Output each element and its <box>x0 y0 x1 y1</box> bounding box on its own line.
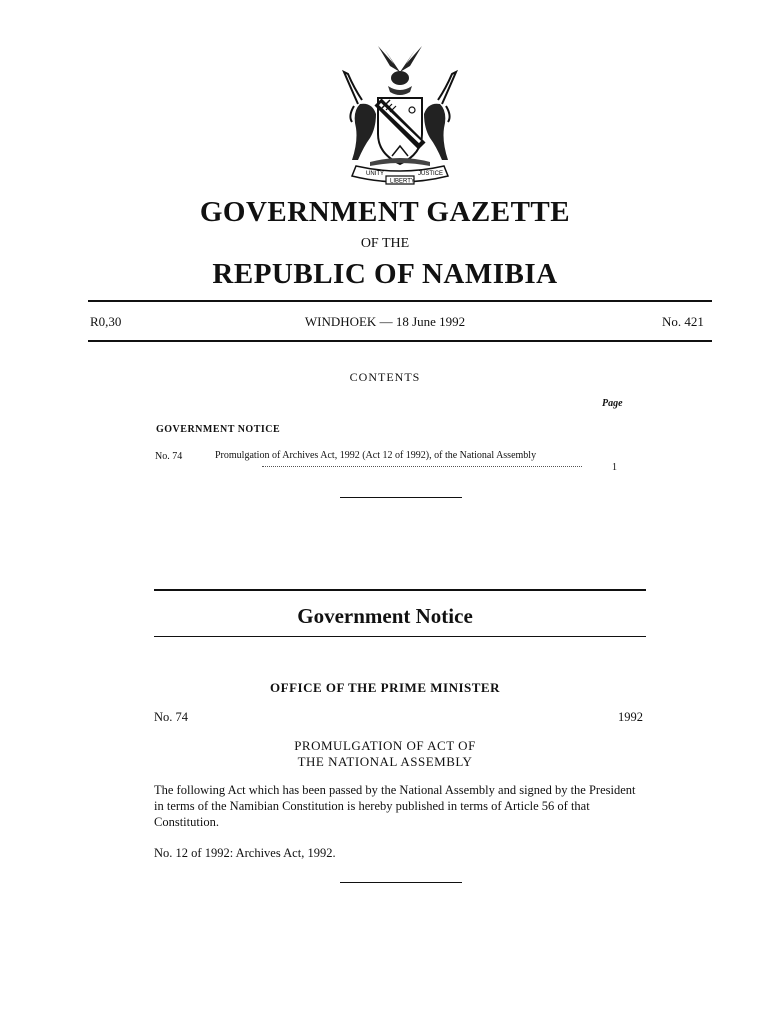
contents-end-rule <box>340 497 462 498</box>
contents-entry-page: 1 <box>612 462 617 473</box>
notice-office: OFFICE OF THE PRIME MINISTER <box>270 680 500 695</box>
gazette-title: GOVERNMENT GAZETTE <box>199 196 571 228</box>
notice-title-line2: THE NATIONAL ASSEMBLY <box>297 754 473 769</box>
scroll-word-unity: UNITY <box>366 171 384 177</box>
issue-place-date: WINDHOEK — 18 June 1992 <box>304 314 466 329</box>
gazette-republic: REPUBLIC OF NAMIBIA <box>212 258 558 290</box>
contents-entry-number: No. 74 <box>155 451 183 462</box>
notice-rule-top <box>154 589 646 591</box>
notice-number: No. 74 <box>154 710 189 724</box>
notice-act: No. 12 of 1992: Archives Act, 1992. <box>154 846 336 860</box>
notice-heading: Government Notice <box>297 604 473 628</box>
contents-heading: CONTENTS <box>349 370 421 384</box>
contents-entry-text: Promulgation of Archives Act, 1992 (Act 12 of 1992), of the National Assembly <box>215 450 537 461</box>
notice-year: 1992 <box>618 710 643 724</box>
contents-page-label: Page <box>602 398 623 409</box>
header-rule-bottom <box>88 340 712 342</box>
header-rule-top <box>88 300 712 302</box>
scroll-word-justice: JUSTICE <box>418 171 444 177</box>
notice-rule-bottom <box>154 636 646 637</box>
coat-of-arms-emblem <box>330 42 470 190</box>
notice-title <box>0 738 770 770</box>
contents-entry-leader-dots <box>262 466 582 467</box>
contents-section-heading: GOVERNMENT NOTICE <box>156 424 281 435</box>
notice-end-rule <box>340 882 462 883</box>
notice-body: The following Act which has been passed by the National Assembly and signed by the President in terms of the Namibian Constitution is hereby published in terms of Article 56 of that Constitution. <box>154 783 636 829</box>
issue-price: R0,30 <box>90 314 122 329</box>
notice-title-line1: PROMULGATION OF ACT OF <box>294 738 476 753</box>
scroll-word-liberty: LIBERTY <box>390 178 415 185</box>
issue-number: No. 421 <box>662 314 704 329</box>
gazette-of-the: OF THE <box>360 236 410 251</box>
